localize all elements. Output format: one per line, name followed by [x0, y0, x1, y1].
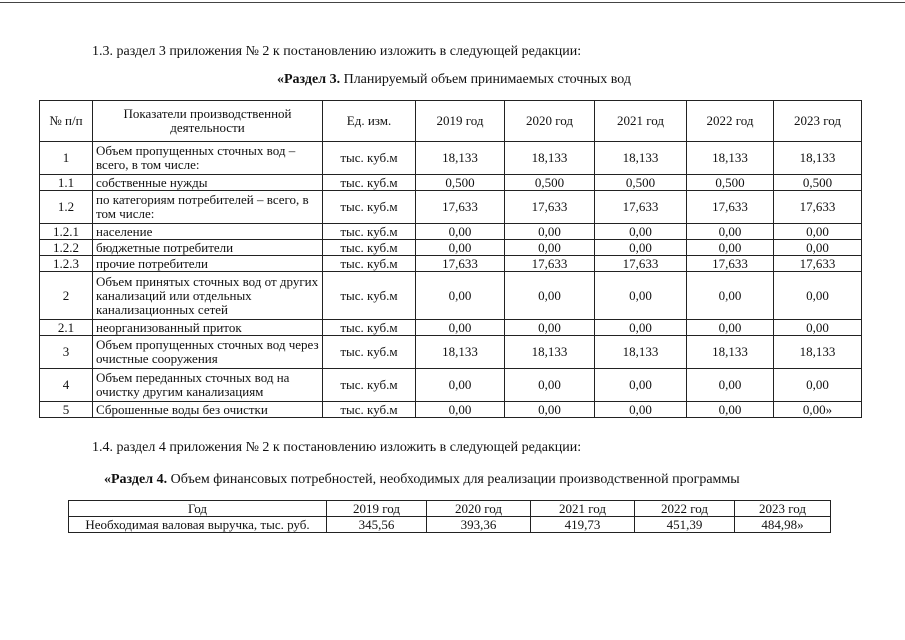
table-cell: 1.2.1 — [40, 224, 93, 240]
table-cell: 18,133 — [774, 336, 862, 369]
table-cell: 18,133 — [416, 336, 505, 369]
header-cell: № п/п — [40, 101, 93, 142]
table-cell: 0,00 — [505, 369, 595, 402]
section-4-heading-bold: «Раздел 4. — [104, 472, 168, 487]
table-row — [40, 272, 862, 320]
table-row — [40, 336, 862, 369]
header-cell: 2020 год — [505, 101, 595, 142]
section-4-heading-text: Объем финансовых потребностей, необходимых для реализации производственной программы — [167, 472, 740, 487]
table-cell: тыс. куб.м — [323, 369, 416, 402]
table-cell: 2 — [40, 272, 93, 320]
table-cell: собственные нужды — [93, 175, 323, 191]
header-cell: 2019 год — [327, 501, 427, 517]
table-row — [40, 240, 862, 256]
table-cell: 345,56 — [327, 517, 427, 533]
table-cell: 451,39 — [635, 517, 735, 533]
table-cell: тыс. куб.м — [323, 320, 416, 336]
table-cell: 18,133 — [416, 142, 505, 175]
table-cell: 0,00 — [595, 402, 687, 418]
table-cell: 18,133 — [595, 336, 687, 369]
header-cell: 2020 год — [427, 501, 531, 517]
table-cell: 18,133 — [687, 336, 774, 369]
table-cell: 0,00 — [416, 224, 505, 240]
table-cell: 18,133 — [687, 142, 774, 175]
table-cell: 0,00 — [774, 320, 862, 336]
table-cell: 18,133 — [505, 336, 595, 369]
table-cell: 1.2 — [40, 191, 93, 224]
table-cell: 17,633 — [687, 256, 774, 272]
table-cell: 17,633 — [687, 191, 774, 224]
table-cell: 0,00 — [595, 224, 687, 240]
table-cell: 1 — [40, 142, 93, 175]
header-cell: Ед. изм. — [323, 101, 416, 142]
table-cell: 0,00 — [505, 272, 595, 320]
table-cell: Объем принятых сточных вод от других канализаций или отдельных канализационных сетей — [93, 272, 323, 320]
table-cell: тыс. куб.м — [323, 402, 416, 418]
header-cell: Показатели производственной деятельности — [93, 101, 323, 142]
table-cell: 1.2.2 — [40, 240, 93, 256]
table-cell: тыс. куб.м — [323, 240, 416, 256]
table-row — [40, 402, 862, 418]
table-cell: 18,133 — [505, 142, 595, 175]
table-cell: население — [93, 224, 323, 240]
section-4-heading — [104, 472, 740, 488]
table-cell: 17,633 — [505, 191, 595, 224]
table-cell: 0,00» — [774, 402, 862, 418]
table-cell: 0,00 — [595, 369, 687, 402]
table-cell: 17,633 — [416, 191, 505, 224]
table-cell: 1.2.3 — [40, 256, 93, 272]
header-cell: 2023 год — [735, 501, 831, 517]
table-cell: 0,00 — [595, 272, 687, 320]
table-cell: 17,633 — [774, 191, 862, 224]
header-cell: 2022 год — [635, 501, 735, 517]
table-row — [40, 191, 862, 224]
header-cell: 2021 год — [531, 501, 635, 517]
table-cell: 419,73 — [531, 517, 635, 533]
table-cell: 0,00 — [687, 402, 774, 418]
table-cell: 0,00 — [505, 402, 595, 418]
table-cell: 0,00 — [774, 369, 862, 402]
header-cell: Год — [69, 501, 327, 517]
table-cell: 0,00 — [687, 320, 774, 336]
table-cell: 0,00 — [687, 369, 774, 402]
table-cell: 3 — [40, 336, 93, 369]
table-cell: 2.1 — [40, 320, 93, 336]
table-cell: 17,633 — [505, 256, 595, 272]
table-cell: 17,633 — [595, 191, 687, 224]
section-3-heading-text: Планируемый объем принимаемых сточных вод — [340, 72, 631, 87]
table-row — [40, 142, 862, 175]
table-cell: по категориям потребителей – всего, в том числе: — [93, 191, 323, 224]
table-cell: 18,133 — [774, 142, 862, 175]
table-cell: прочие потребители — [93, 256, 323, 272]
table-cell: 0,00 — [416, 272, 505, 320]
table-cell: 0,00 — [505, 224, 595, 240]
table-header-row — [69, 501, 831, 517]
table-cell: 17,633 — [595, 256, 687, 272]
table-cell: 0,00 — [505, 320, 595, 336]
table-cell: 393,36 — [427, 517, 531, 533]
paragraph-1-4: 1.4. раздел 4 приложения № 2 к постановлению изложить в следующей редакции: — [92, 440, 582, 455]
table-cell: 4 — [40, 369, 93, 402]
table-cell: 0,500 — [687, 175, 774, 191]
wastewater-volume-table — [39, 100, 862, 418]
table-cell: Необходимая валовая выручка, тыс. руб. — [69, 517, 327, 533]
table-cell: 0,00 — [774, 224, 862, 240]
table-cell: 17,633 — [774, 256, 862, 272]
table-cell: 0,00 — [687, 272, 774, 320]
table-cell: 1.1 — [40, 175, 93, 191]
table-cell: 0,00 — [774, 240, 862, 256]
table-cell: 0,00 — [687, 240, 774, 256]
financial-needs-table — [68, 500, 831, 533]
table-cell: 0,00 — [416, 320, 505, 336]
section-3-heading — [277, 72, 631, 88]
table-cell: тыс. куб.м — [323, 142, 416, 175]
table-cell: 5 — [40, 402, 93, 418]
table-cell: 0,500 — [774, 175, 862, 191]
table-cell: Объем пропущенных сточных вод – всего, в том числе: — [93, 142, 323, 175]
header-cell: 2023 год — [774, 101, 862, 142]
table-cell: 0,500 — [505, 175, 595, 191]
table-row — [40, 320, 862, 336]
table-row — [40, 256, 862, 272]
table-cell: Объем пропущенных сточных вод через очистные сооружения — [93, 336, 323, 369]
header-cell: 2021 год — [595, 101, 687, 142]
table-cell: 484,98» — [735, 517, 831, 533]
table-row — [69, 517, 831, 533]
table-cell: 0,00 — [416, 402, 505, 418]
table-cell: тыс. куб.м — [323, 336, 416, 369]
table-cell: 17,633 — [416, 256, 505, 272]
top-border-line — [0, 2, 905, 3]
table-cell: тыс. куб.м — [323, 175, 416, 191]
table-row — [40, 224, 862, 240]
section-3-heading-bold: «Раздел 3. — [277, 72, 341, 87]
table-cell: Объем переданных сточных вод на очистку другим канализациям — [93, 369, 323, 402]
table-cell: тыс. куб.м — [323, 224, 416, 240]
table-cell: 0,500 — [416, 175, 505, 191]
table-cell: неорганизованный приток — [93, 320, 323, 336]
header-cell: 2019 год — [416, 101, 505, 142]
table-cell: 0,00 — [416, 240, 505, 256]
table-row — [40, 369, 862, 402]
table-cell: 0,00 — [687, 224, 774, 240]
paragraph-1-3: 1.3. раздел 3 приложения № 2 к постановлению изложить в следующей редакции: — [92, 44, 582, 59]
table-cell: тыс. куб.м — [323, 191, 416, 224]
table-row — [40, 175, 862, 191]
table-header-row — [40, 101, 862, 142]
table-cell: 0,00 — [416, 369, 505, 402]
table-cell: 0,00 — [774, 272, 862, 320]
table-cell: бюджетные потребители — [93, 240, 323, 256]
table-cell: 0,500 — [595, 175, 687, 191]
table-cell: Сброшенные воды без очистки — [93, 402, 323, 418]
header-cell: 2022 год — [687, 101, 774, 142]
table-cell: 18,133 — [595, 142, 687, 175]
table-cell: 0,00 — [595, 320, 687, 336]
table-cell: тыс. куб.м — [323, 256, 416, 272]
table-cell: 0,00 — [595, 240, 687, 256]
table-cell: тыс. куб.м — [323, 272, 416, 320]
table-cell: 0,00 — [505, 240, 595, 256]
